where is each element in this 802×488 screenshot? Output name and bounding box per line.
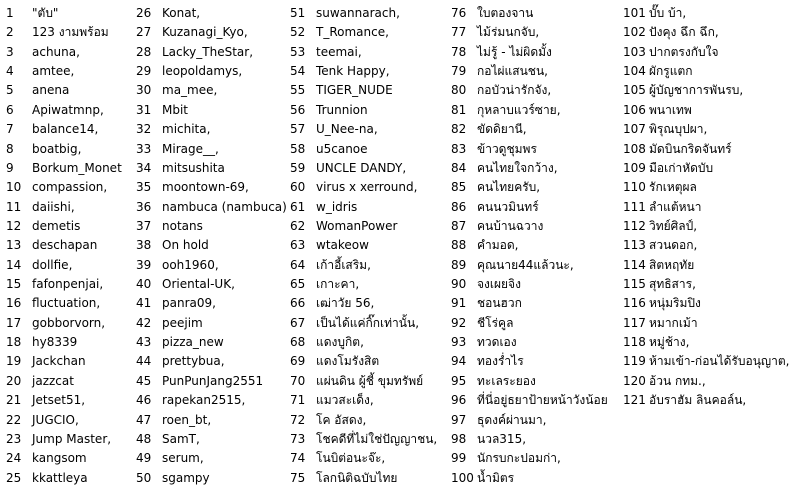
item-number: 42 [136,315,152,330]
item-number: 106 [623,102,646,117]
item-number: 24 [6,451,22,466]
item-number: 3 [6,44,14,59]
member-name: w_idris [316,199,358,214]
item-number: 114 [623,257,646,272]
member-name: ธุดงค์ผ่านมา, [477,412,547,427]
member-name: Oriental-UK, [162,277,235,292]
member-name: นวล315, [477,431,527,446]
item-number: 18 [6,335,22,350]
item-number: 104 [623,64,646,79]
item-number: 69 [290,354,306,369]
member-name: คนไทยใจกว้าง, [477,160,558,175]
item-number: 68 [290,335,306,350]
member-name: 123 งามพร้อม [32,25,109,40]
member-name: อับราฮัม ลินคอล์น, [649,393,747,408]
item-number: 34 [136,160,152,175]
member-name: พิรุณบุปผา, [649,122,708,137]
member-name: คำมอด, [477,238,519,253]
item-number: 41 [136,296,152,311]
item-number: 29 [136,64,152,79]
item-number: 65 [290,277,306,292]
member-name: ma_mee, [162,83,218,98]
item-number: 109 [623,160,646,175]
member-name: WomanPower [316,218,398,233]
member-name: kkattleya [32,470,88,485]
item-number: 58 [290,141,306,156]
item-number: 5 [6,83,14,98]
item-number: 84 [451,160,467,175]
item-number: 101 [623,6,646,20]
member-name: prettybua, [162,354,225,369]
item-number: 25 [6,470,22,485]
member-name: rapekan2515, [162,393,246,408]
item-number: 33 [136,141,152,156]
item-number: 107 [623,122,646,137]
item-number: 73 [290,431,306,446]
item-number: 46 [136,393,152,408]
member-name: On hold [162,238,209,253]
item-number: 54 [290,64,306,79]
item-number: 15 [6,277,22,292]
member-name: Lacky_TheStar, [162,44,254,59]
member-name: fafonpenjai, [32,277,104,292]
member-name: แผ่นดิน ผู้ชี้ ขุมทรัพย์ [316,373,424,388]
item-number: 38 [136,238,152,253]
member-name: U_Nee-na, [316,122,378,137]
member-name: คนไทยครับ, [477,180,541,195]
member-name: หมากเม้า [649,315,698,330]
item-number: 94 [451,354,467,369]
member-name: เป็นได้แค่กิ๊กเท่านั้น, [316,315,420,330]
item-number: 116 [623,296,646,311]
item-number: 28 [136,44,152,59]
item-number: 113 [623,238,646,253]
member-name: notans [162,218,203,233]
member-name: ปากตรงกับใจ [649,44,719,59]
member-name: คุณนาย44แล้วนะ, [477,257,574,272]
member-name: kangsom [32,451,87,466]
item-number: 27 [136,25,152,40]
item-number: 4 [6,64,14,79]
member-name: compassion, [32,180,108,195]
item-number: 61 [290,199,306,214]
member-name: michita, [162,122,211,137]
item-number: 39 [136,257,152,272]
member-name: moontown-69, [162,180,249,195]
item-number: 22 [6,412,22,427]
member-name: ที่นี่อยู่ธยาป้ายหน้าวังน้อย [477,393,608,408]
member-name: วิทย์ศิลป์, [649,218,698,233]
member-name: fluctuation, [32,296,101,311]
member-name: ooh1960, [162,257,219,272]
item-number: 45 [136,373,152,388]
member-name: boatbig, [32,141,82,156]
item-number: 93 [451,335,467,350]
member-name: โนบิต่อนะจ๊ะ, [316,451,386,466]
member-name: รักเหตุผล [649,180,697,195]
item-number: 51 [290,6,306,20]
member-name: ข้าวดูชุมพร [477,141,537,156]
item-number: 60 [290,180,306,195]
item-number: 76 [451,6,467,20]
member-name: สิตหฤทัย [649,257,695,272]
item-number: 108 [623,141,646,156]
member-name: Mbit [162,102,189,117]
member-name: Konat, [162,6,201,20]
item-number: 90 [451,277,467,292]
item-number: 79 [451,64,467,79]
item-number: 87 [451,218,467,233]
item-number: 56 [290,102,306,117]
member-name: SamT, [162,431,200,446]
member-name: deschapan [32,238,98,253]
member-name: Trunnion [316,102,368,117]
member-name: ปังคุง ฉึก ฉึก, [649,25,719,40]
item-number: 121 [623,393,646,408]
item-number: 67 [290,315,306,330]
item-number: 49 [136,451,152,466]
member-name: demetis [32,218,81,233]
item-number: 119 [623,354,646,369]
member-name: suwannarach, [316,6,400,20]
item-number: 26 [136,6,152,20]
item-number: 63 [290,238,306,253]
item-number: 75 [290,470,306,485]
item-number: 7 [6,122,14,137]
item-number: 80 [451,83,467,98]
member-name: u5canoe [316,141,368,156]
item-number: 30 [136,83,152,98]
member-name: mitsushita [162,160,225,175]
item-number: 82 [451,122,467,137]
member-name: leopoldamys, [162,64,243,79]
member-name: สวนดอก, [649,238,698,253]
item-number: 78 [451,44,467,59]
member-name: dollfie, [32,257,73,272]
item-number: 31 [136,102,152,117]
member-name: แดงบูกิต, [316,335,364,350]
member-name: T_Romance, [316,25,389,40]
member-name: roen_bt, [162,412,212,427]
member-name: nambuca (nambuca) [162,199,287,214]
item-number: 40 [136,277,152,292]
item-number: 23 [6,431,22,446]
item-number: 57 [290,122,306,137]
member-name: Tenk Happy, [316,64,390,79]
item-number: 43 [136,335,152,350]
member-name: เกาะคา, [316,277,360,292]
member-name: teemai, [316,44,362,59]
item-number: 17 [6,315,22,330]
member-name: ทะเลระยอง [477,373,536,388]
member-name: ชีโร่คูล [477,315,514,330]
member-name: ขัดดิยานี, [477,122,527,137]
item-number: 120 [623,373,646,388]
member-name: หมู่ช้าง, [649,335,690,350]
member-name: wtakeow [316,238,369,253]
member-name: pizza_new [162,335,224,350]
member-name: กอบัวน่ารักจัง, [477,83,552,98]
member-name: Jetset51, [32,393,86,408]
item-number: 86 [451,199,467,214]
item-number: 35 [136,180,152,195]
item-number: 48 [136,431,152,446]
item-number: 53 [290,44,306,59]
item-number: 50 [136,470,152,485]
item-number: 111 [623,199,646,214]
item-number: 19 [6,354,22,369]
member-name: Jump Master, [32,431,112,446]
item-number: 11 [6,199,22,214]
member-name: jazzcat [32,373,74,388]
member-name: panra09, [162,296,216,311]
member-name: จงเผยจิง [477,277,521,292]
item-number: 64 [290,257,306,272]
member-name: ไม้ร่มนกจับ, [477,25,540,40]
member-name: gobborvorn, [32,315,106,330]
member-name: กุหลาบแวร์ซาย, [477,102,561,117]
member-name: daiishi, [32,199,75,214]
member-name: balance14, [32,122,99,137]
member-name: นักรบกะปอมก่า, [477,451,561,466]
item-number: 77 [451,25,467,40]
member-name: Mirage__, [162,141,219,156]
member-name: JUGCIO, [32,412,79,427]
member-name: โชคดีที่ไม่ใช่ปัญญาชน, [316,431,438,446]
member-name: น้ำมิตร [477,470,515,485]
item-number: 12 [6,218,22,233]
item-number: 92 [451,315,467,330]
member-name: anena [32,83,70,98]
member-name: สุทธิสาร, [649,277,696,292]
item-number: 91 [451,296,467,311]
item-number: 70 [290,373,306,388]
item-number: 96 [451,393,467,408]
item-number: 98 [451,431,467,446]
item-number: 89 [451,257,467,272]
item-number: 71 [290,393,306,408]
item-number: 32 [136,122,152,137]
member-name: peejim [162,315,203,330]
item-number: 66 [290,296,306,311]
member-name: คนบ้านฉวาง [477,218,544,233]
item-number: 74 [290,451,306,466]
item-number: 88 [451,238,467,253]
item-number: 20 [6,373,22,388]
item-number: 59 [290,160,306,175]
member-name: ห้ามเข้า-ก่อนได้รับอนุญาต, [649,354,790,369]
member-name: ลำแต้หนา [649,199,702,214]
member-name: TIGER_NUDE [316,83,393,98]
item-number: 10 [6,180,22,195]
item-number: 95 [451,373,467,388]
member-name: Jackchan [32,354,86,369]
member-name: virus x xerround, [316,180,418,195]
item-number: 2 [6,25,14,40]
item-number: 44 [136,354,152,369]
item-number: 83 [451,141,467,156]
member-name: กอไผ่แสนชน, [477,64,548,79]
item-number: 6 [6,102,14,117]
member-name: serum, [162,451,204,466]
member-name: อ้วน กทม., [649,373,706,388]
item-number: 36 [136,199,152,214]
item-number: 52 [290,25,306,40]
item-number: 99 [451,451,467,466]
member-name: เก้าอี้เสริม, [316,257,371,272]
member-name: คนนวมินทร์ [477,199,539,214]
member-name: เฒ่าวัย 56, [316,296,375,311]
item-number: 100 [451,470,474,485]
member-name: โค อัสดง, [316,412,367,427]
item-number: 102 [623,25,646,40]
member-name: "ตับ" [32,6,59,20]
item-number: 105 [623,83,646,98]
member-name: PunPunJang2551 [162,373,264,388]
member-name: hy8339 [32,335,78,350]
item-number: 37 [136,218,152,233]
member-name: พนาเทพ [649,102,692,117]
member-name: ผักรูแตก [649,64,693,79]
item-number: 55 [290,83,306,98]
member-name: มือเก่าหัดบับ [649,160,714,175]
item-number: 13 [6,238,22,253]
member-name: ไม่รู้ - ไม่ผิดมั้ง [477,44,552,59]
item-number: 103 [623,44,646,59]
member-name: Apiwatmnp, [32,102,104,117]
member-name: ทวดเอง [477,335,517,350]
item-number: 85 [451,180,467,195]
item-number: 14 [6,257,22,272]
member-name: มัดบินกริดจันทร์ [649,141,732,156]
member-name: UNCLE DANDY, [316,160,407,175]
member-name: ชอนฮวก [477,296,522,311]
item-number: 47 [136,412,152,427]
member-name: Kuzanagi_Kyo, [162,25,248,40]
item-number: 81 [451,102,467,117]
item-number: 8 [6,141,14,156]
member-name: amtee, [32,64,75,79]
item-number: 112 [623,218,646,233]
member-name: แดงโมรังสิต [316,354,380,369]
item-number: 16 [6,296,22,311]
item-number: 117 [623,315,646,330]
member-name: Borkum_Monet [32,160,122,175]
member-name: บั๊บ บ้า, [649,6,687,20]
member-name: achuna, [32,44,80,59]
item-number: 110 [623,180,646,195]
member-name: ใบตองจาน [477,6,534,20]
item-number: 62 [290,218,306,233]
item-number: 118 [623,335,646,350]
member-name: หนุ่มริมปิง [649,296,701,311]
item-number: 1 [6,6,14,20]
member-name: ผู้บัญชาการพันรบ, [649,83,744,98]
member-name: โลกนิติฉบับไทย [316,470,398,485]
item-number: 72 [290,412,306,427]
member-name: ทองร่ำไร [477,354,524,369]
item-number: 9 [6,160,14,175]
member-name: sgampy [162,470,210,485]
item-number: 97 [451,412,467,427]
item-number: 21 [6,393,22,408]
item-number: 115 [623,277,646,292]
member-name: แมวสะเด็ง, [316,393,374,408]
